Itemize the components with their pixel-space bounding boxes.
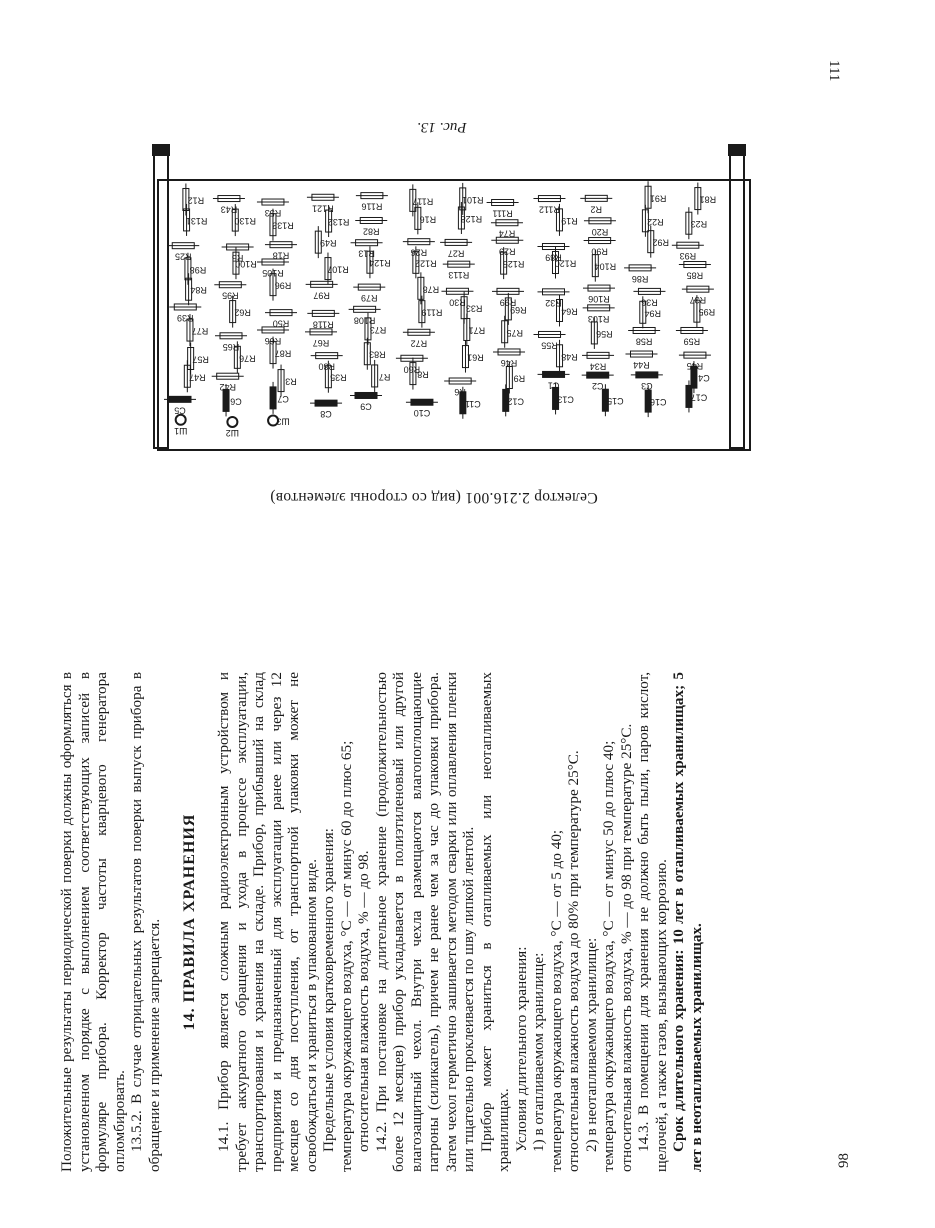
component-label-r46: R46 xyxy=(500,357,518,368)
component-label-r66: R66 xyxy=(264,335,282,346)
paragraph-verification-result: Положительные результаты периодической поверки должны оформляться в установленном порядке с выполнением соответствующих записей в формуляре прибора. Корректор частоты кварцевого генератора опломбировать. xyxy=(58,672,128,1172)
component-r55 xyxy=(534,331,566,337)
component-c5 xyxy=(164,396,196,402)
component-c8 xyxy=(310,400,342,406)
component-r26 xyxy=(403,239,435,245)
component-label-r113: R113 xyxy=(448,270,470,281)
component-label-r7: R7 xyxy=(378,371,391,382)
component-label-c3: C3 xyxy=(641,380,653,391)
component-label-r130: R130 xyxy=(234,216,257,227)
paragraph-unheated-storage: 2) в неотапливаемом хранилище: xyxy=(582,937,600,1152)
component-c7 xyxy=(270,382,276,414)
component-body-110 xyxy=(270,387,276,409)
component-label-r100: R100 xyxy=(235,259,257,270)
component-label-r81: R81 xyxy=(699,194,717,205)
component-label-r3: R3 xyxy=(285,376,297,387)
component-label-r29: R29 xyxy=(499,246,516,257)
component-r86 xyxy=(624,265,656,271)
figure-caption: Рис. 13. xyxy=(417,119,467,135)
component-r72 xyxy=(403,329,435,335)
component-label-r74: R74 xyxy=(498,228,516,239)
component-label-c6: C6 xyxy=(230,396,242,407)
component-r90 xyxy=(584,238,616,244)
component-label-r48: R48 xyxy=(561,351,578,362)
component-label-r106: R106 xyxy=(588,294,610,305)
component-label-r75: R75 xyxy=(506,327,523,338)
component-label-c15: C15 xyxy=(607,396,624,407)
component-label-c13: C13 xyxy=(557,394,574,405)
component-label-r27: R27 xyxy=(447,248,465,259)
component-r116 xyxy=(356,193,388,199)
component-label-r30: R30 xyxy=(449,297,466,308)
component-label-r13: R13 xyxy=(358,248,375,259)
component-label-r90: R90 xyxy=(591,246,608,257)
component-label-r62: R62 xyxy=(234,307,251,318)
component-c10 xyxy=(406,399,438,405)
component-label-r32: R32 xyxy=(545,297,562,308)
component-label-r23: R23 xyxy=(690,219,708,230)
component-label-r73: R73 xyxy=(369,324,387,335)
component-label-r56: R56 xyxy=(596,328,613,339)
component-label-r107: R107 xyxy=(327,264,349,275)
component-r46 xyxy=(493,349,525,355)
component-r25 xyxy=(167,243,199,249)
component-r89 xyxy=(537,244,569,250)
component-label-r85: R85 xyxy=(686,270,704,281)
component-r74 xyxy=(491,220,523,226)
component-r30 xyxy=(441,288,473,294)
component-label-r96: R96 xyxy=(274,280,292,291)
component-r44 xyxy=(625,351,657,357)
component-r13 xyxy=(351,240,383,246)
component-label-r57: R57 xyxy=(192,354,209,365)
paragraph-heated-humidity: относительная влажность воздуха до 80% при температуре 25°С. xyxy=(565,750,582,1172)
component-label-r12: R12 xyxy=(187,195,205,206)
component-r7 xyxy=(372,360,378,392)
left-page-text xyxy=(58,672,818,1172)
paragraph-14-1: 14.1. Прибор является сложным радиоэлектронным устройством и требует аккуратного обращения и ухода в процессе эксплуатации, транспортирования и хранения на складе. Прибор, прибывший на склад предприятия и предназначенный для эксплуатации ранее или через 12 месяцев со дня поступления, от транспортной упаковки может не освобождаться и храниться в упакованном виде. xyxy=(215,672,320,1172)
component-label-r95: R95 xyxy=(698,307,716,318)
paragraph-heated-storage: 1) в отапливаемом хранилище: xyxy=(530,952,547,1152)
component-r5 xyxy=(222,244,254,250)
paragraph-unheated-temperature: температура окружающего воздуха, °С — от минус 50 до плюс 40; xyxy=(600,740,617,1172)
component-label-r83: R83 xyxy=(369,349,386,360)
component-r53 xyxy=(257,199,289,205)
component-label-r64: R64 xyxy=(561,306,578,317)
component-label-r80: R80 xyxy=(318,361,335,372)
component-r20 xyxy=(584,218,616,224)
board-caption: Селектор 2.216.001 (вид со стороны элементов) xyxy=(270,489,598,506)
component-label-ш2: Ш2 xyxy=(225,427,240,438)
component-r65 xyxy=(215,333,247,339)
circuit-board-svg xyxy=(150,140,760,455)
component-label-r125: R125 xyxy=(502,259,525,270)
component-label-r112: R112 xyxy=(539,204,560,215)
component-label-r55: R55 xyxy=(541,340,558,351)
component-label-r93: R93 xyxy=(679,251,697,262)
component-label-r111: R111 xyxy=(492,208,513,219)
component-label-r76: R76 xyxy=(239,353,256,364)
component-label-r49: R49 xyxy=(320,238,337,249)
component-label-r9: R9 xyxy=(513,373,526,384)
component-r34 xyxy=(582,352,614,358)
component-label-r34: R34 xyxy=(589,361,607,372)
component-r79 xyxy=(353,284,385,290)
component-label-r97: R97 xyxy=(313,290,330,301)
component-label-r45: R45 xyxy=(686,361,704,372)
component-label-r120: R120 xyxy=(554,258,577,269)
component-r113 xyxy=(443,261,475,267)
component-label-r47: R47 xyxy=(189,372,206,383)
component-r50 xyxy=(265,310,297,316)
component-label-c7: C7 xyxy=(277,393,289,404)
component-label-r53: R53 xyxy=(264,208,282,219)
component-r118 xyxy=(307,310,339,316)
component-r82 xyxy=(355,217,387,223)
component-label-r78: R78 xyxy=(422,284,440,295)
component-label-r116: R116 xyxy=(361,201,383,212)
component-r111 xyxy=(487,200,519,206)
component-label-c17: C17 xyxy=(690,392,708,403)
component-r45 xyxy=(679,352,711,358)
component-body-111 xyxy=(315,400,337,406)
component-label-r5: R5 xyxy=(231,252,244,263)
component-label-r77: R77 xyxy=(191,326,209,337)
component-label-ш1: Ш1 xyxy=(174,425,188,436)
component-label-r33: R33 xyxy=(465,303,483,314)
left-rail xyxy=(154,148,168,448)
paragraph-long-term-period: Срок длительного хранения: 10 лет в отапливаемых хранилищах; 5 лет в неотапливаемых хранилищах. xyxy=(670,672,705,1172)
component-label-r69: R69 xyxy=(510,304,527,315)
component-r6 xyxy=(444,378,476,384)
component-r2 xyxy=(580,195,612,201)
component-r85 xyxy=(679,262,711,268)
component-r106 xyxy=(583,285,615,291)
paragraph-14-3: 14.3. В помещении для хранения не должно быть пыли, паров кислот, щелочей, а также газов, вызывающих коррозию. xyxy=(635,672,670,1172)
component-label-r61: R61 xyxy=(467,352,484,363)
component-r42 xyxy=(212,373,244,379)
component-body-112 xyxy=(355,392,377,398)
component-label-r108: R108 xyxy=(353,315,376,326)
right-rail xyxy=(730,148,744,448)
component-body-104 xyxy=(543,371,565,377)
component-label-r92: R92 xyxy=(652,237,670,248)
section-heading-storage-rules: 14. ПРАВИЛА ХРАНЕНИЯ xyxy=(181,813,198,1031)
component-r39 xyxy=(169,304,201,310)
component-label-r94: R94 xyxy=(644,308,662,319)
component-r43 xyxy=(213,196,245,202)
component-label-r84: R84 xyxy=(190,285,207,296)
component-r121 xyxy=(307,194,339,200)
component-label-r89: R89 xyxy=(545,252,562,263)
component-r103 xyxy=(583,305,615,311)
component-body-106 xyxy=(636,372,658,378)
component-label-r60: R60 xyxy=(403,364,421,375)
component-r58 xyxy=(628,327,660,333)
component-label-r65: R65 xyxy=(222,341,240,352)
component-r18 xyxy=(265,242,297,248)
component-label-c12: C12 xyxy=(507,396,524,407)
component-label-c11: C11 xyxy=(464,398,481,409)
component-r27 xyxy=(440,239,472,245)
component-r36 xyxy=(633,288,665,294)
component-r60 xyxy=(396,355,428,361)
component-label-r82: R82 xyxy=(362,226,380,237)
component-label-r8: R8 xyxy=(417,369,429,380)
component-label-c10: C10 xyxy=(413,408,431,419)
component-label-r91: R91 xyxy=(649,193,667,204)
component-label-r103: R103 xyxy=(587,313,610,324)
component-c2 xyxy=(582,372,614,378)
right-rail-cap xyxy=(728,144,746,156)
component-label-c1: C1 xyxy=(547,380,560,391)
component-label-r122: R122 xyxy=(415,258,437,269)
component-label-r71: R71 xyxy=(468,325,486,336)
component-label-r132: R132 xyxy=(327,217,350,228)
component-label-r124: R124 xyxy=(369,258,391,269)
component-label-r79: R79 xyxy=(361,293,378,304)
paragraph-heated-temperature: температура окружающего воздуха, °С — от 5 до 40; xyxy=(547,829,565,1172)
component-label-r37: R37 xyxy=(689,295,707,306)
component-label-r87: R87 xyxy=(274,348,292,359)
paragraph-long-term-conditions: Условия длительного хранения: xyxy=(512,946,530,1152)
component-label-r19: R19 xyxy=(561,215,578,226)
component-label-c9: C9 xyxy=(360,401,372,412)
component-label-r35: R35 xyxy=(330,372,347,383)
component-label-r99: R99 xyxy=(499,297,517,308)
component-label-r101: R101 xyxy=(461,194,484,205)
left-rail-cap xyxy=(152,144,170,156)
component-label-r86: R86 xyxy=(631,273,649,284)
component-body-105 xyxy=(587,372,609,378)
component-label-r121: R121 xyxy=(312,203,334,214)
component-label-ш3: Ш3 xyxy=(276,416,290,427)
component-label-c16: C16 xyxy=(649,397,667,408)
component-label-r128: R128 xyxy=(460,213,483,224)
labels-layer xyxy=(174,193,716,438)
component-label-r98: R98 xyxy=(189,264,207,275)
component-label-r42: R42 xyxy=(219,382,236,393)
test-point-121 xyxy=(227,417,237,427)
paragraph-14-2: 14.2. При постановке на длительное хранение (продолжительностью более 12 месяцев) прибор укладывается в полиэтиленовый или другой влагозащитный чехол. Внутри чехла размещаются влагопоглощающие патроны (силикагель), причем не ранее чем за час до упаковки прибора. Затем чехол герметично зашивается методом сварки или оплавления пленки или тщательно проклеивается по шву липкой лентой. xyxy=(372,672,477,1172)
component-label-r43: R43 xyxy=(220,204,238,215)
component-label-c5: C5 xyxy=(174,405,186,416)
component-r97 xyxy=(306,281,338,287)
component-label-r104: R104 xyxy=(594,261,617,272)
component-c3 xyxy=(631,372,663,378)
component-label-r95: R95 xyxy=(222,290,239,301)
component-label-r39: R39 xyxy=(177,312,194,323)
component-label-r72: R72 xyxy=(410,338,428,349)
paragraph-storage-places: Прибор может храниться в отапливаемых или неотапливаемых хранилищах. xyxy=(477,672,512,1172)
paragraph-13-5-2: 13.5.2. В случае отрицательных результатов поверки выпуск прибора в обращение и применение запрещается. xyxy=(128,672,163,1172)
component-label-r50: R50 xyxy=(272,318,290,329)
component-r108 xyxy=(349,306,381,312)
component-r80 xyxy=(311,353,343,359)
component-r95 xyxy=(214,282,246,288)
component-label-r18: R18 xyxy=(272,250,290,261)
paragraph-unheated-humidity: относительная влажность воздуха, % — до 98 при температуре 25°С. xyxy=(617,723,635,1172)
component-label-r16: R16 xyxy=(419,214,437,225)
component-r59 xyxy=(676,327,708,333)
component-label-r6: R6 xyxy=(454,387,466,398)
component-label-c2: C2 xyxy=(591,381,604,392)
component-label-r26: R26 xyxy=(410,247,428,258)
component-label-r67: R67 xyxy=(312,337,330,348)
paragraph-short-term-humidity: относительная влажность воздуха, % — до 98. xyxy=(355,850,372,1152)
component-body-108 xyxy=(169,396,191,402)
component-c9 xyxy=(350,392,382,398)
component-label-r44: R44 xyxy=(633,360,650,371)
component-label-r105: R105 xyxy=(262,267,284,278)
component-r32 xyxy=(538,289,570,295)
circuit-board-diagram xyxy=(150,140,760,455)
component-ш2 xyxy=(227,417,237,427)
page-number-left: 98 xyxy=(836,1153,852,1168)
paragraph-short-term-conditions: Предельные условия кратковременного хранения: xyxy=(320,828,337,1152)
component-r37 xyxy=(682,286,714,292)
component-label-r2: R2 xyxy=(590,204,603,215)
component-label-c4: C4 xyxy=(698,373,710,384)
component-label-r133: R133 xyxy=(272,220,294,231)
component-label-r58: R58 xyxy=(635,336,653,347)
component-label-r117: R117 xyxy=(412,196,434,207)
paragraph-short-term-temperature: температура окружающего воздуха, °С — от минус 60 до плюс 65; xyxy=(337,740,355,1172)
component-label-r25: R25 xyxy=(174,251,192,262)
component-label-r59: R59 xyxy=(683,336,701,347)
component-label-r22: R22 xyxy=(647,216,664,227)
component-r93 xyxy=(672,242,704,248)
component-c1 xyxy=(538,371,570,377)
page-number-right: 111 xyxy=(826,60,842,82)
component-label-r36: R36 xyxy=(641,297,658,308)
component-label-c8: C8 xyxy=(320,409,332,420)
component-label-r20: R20 xyxy=(591,226,609,237)
component-label-r131: R131 xyxy=(185,215,208,226)
component-label-r119: R119 xyxy=(421,307,443,318)
component-r3 xyxy=(278,365,284,397)
component-body-113 xyxy=(411,399,433,405)
component-label-r118: R118 xyxy=(312,319,334,330)
component-r112 xyxy=(533,196,565,202)
